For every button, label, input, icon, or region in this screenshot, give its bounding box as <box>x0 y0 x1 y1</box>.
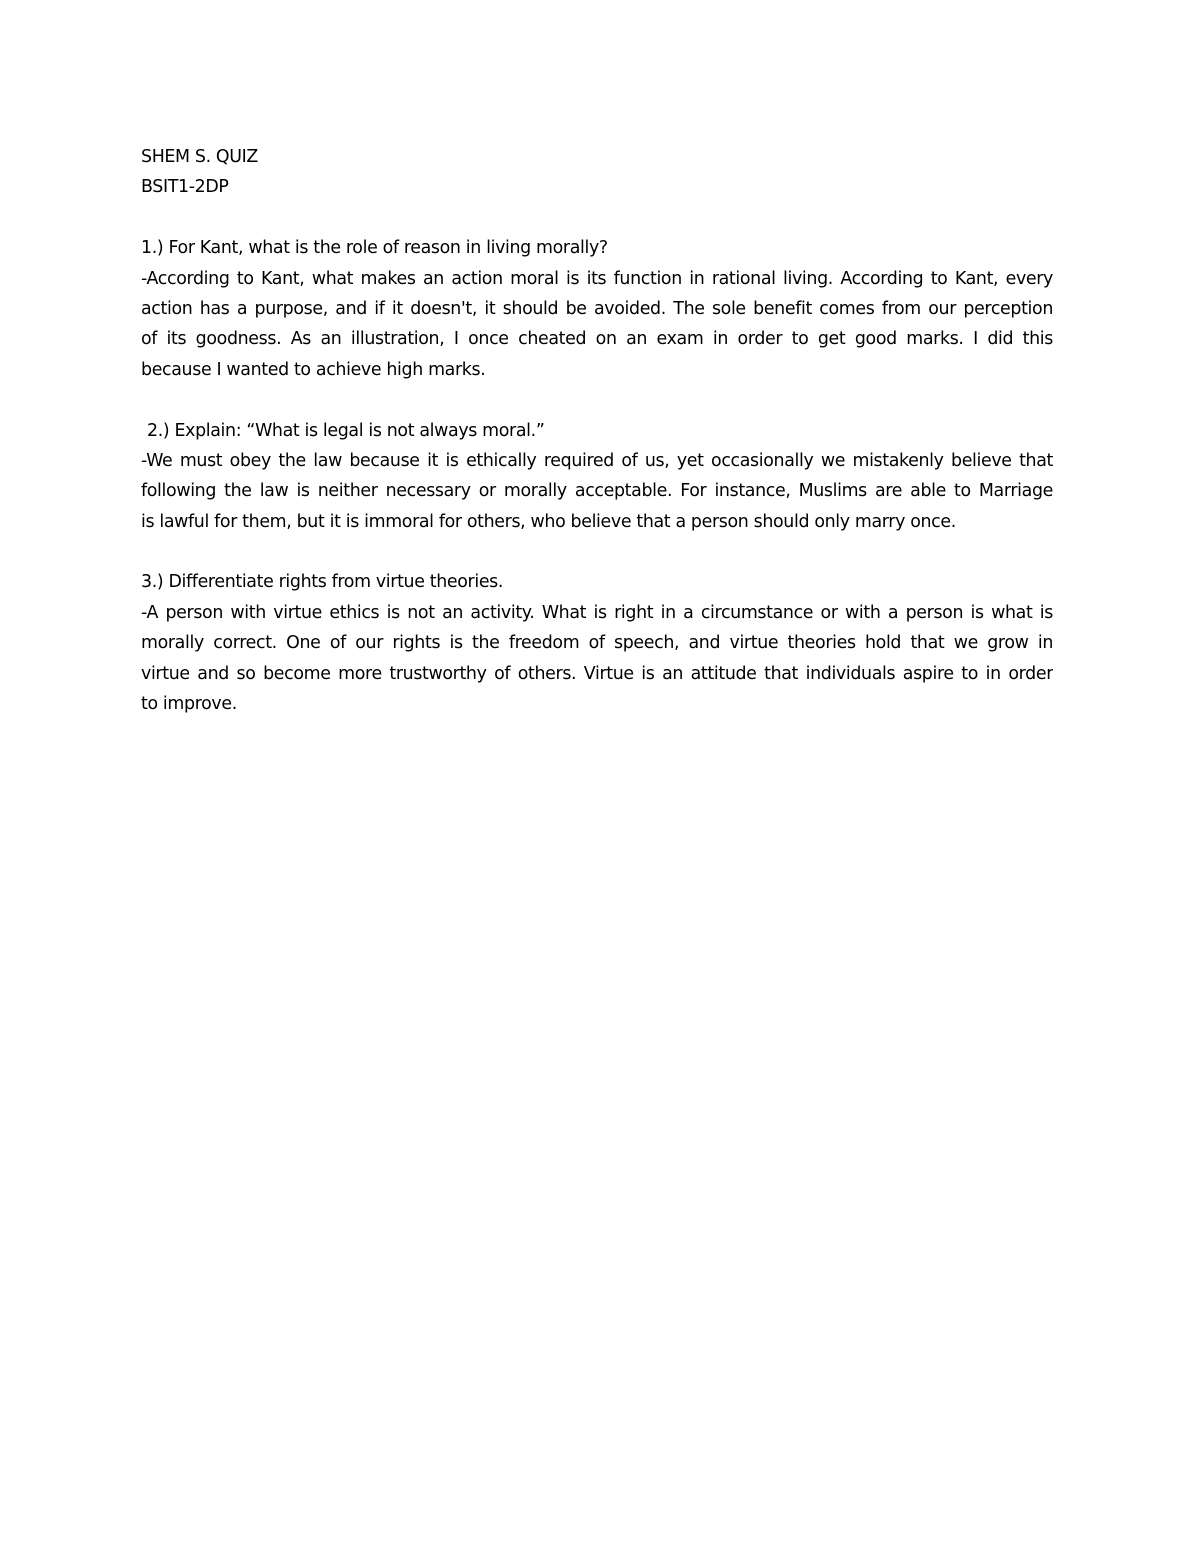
question-2: 2.) Explain: “What is legal is not always moral.” <box>147 420 545 441</box>
question-3: 3.) Differentiate rights from virtue theories. <box>141 572 504 593</box>
answer-3-line: to improve. <box>141 694 237 715</box>
spacer <box>141 203 1061 233</box>
student-name: SHEM S. QUIZ <box>141 147 258 167</box>
answer-2-line: -We must obey the law because it is ethically required of us, yet occasionally we mistakenly believe that <box>141 450 1053 471</box>
answer-2-line: following the law is neither necessary or morally acceptable. For instance, Muslims are able to Marriage <box>141 481 1053 502</box>
answer-2-line: is lawful for them, but it is immoral for others, who believe that a person should only marry once. <box>141 511 956 532</box>
question-1: 1.) For Kant, what is the role of reason in living morally? <box>141 238 608 259</box>
answer-1-line: action has a purpose, and if it doesn't, it should be avoided. The sole benefit comes from our perception <box>141 298 1053 319</box>
document-body <box>141 142 1061 719</box>
answer-3-line: morally correct. One of our rights is the freedom of speech, and virtue theories hold that we grow in <box>141 633 1053 654</box>
answer-3-line: -A person with virtue ethics is not an activity. What is right in a circumstance or with a person is what is <box>141 602 1053 623</box>
student-section: BSIT1-2DP <box>141 177 229 198</box>
answer-1-line: of its goodness. As an illustration, I once cheated on an exam in order to get good marks. I did this <box>141 329 1053 350</box>
answer-3-line: virtue and so become more trustworthy of others. Virtue is an attitude that individuals aspire to in order <box>141 663 1053 684</box>
answer-1-line: because I wanted to achieve high marks. <box>141 359 486 380</box>
answer-1-line: -According to Kant, what makes an action moral is its function in rational living. According to Kant, every <box>141 268 1053 289</box>
spacer <box>141 537 1061 567</box>
spacer <box>141 385 1061 415</box>
